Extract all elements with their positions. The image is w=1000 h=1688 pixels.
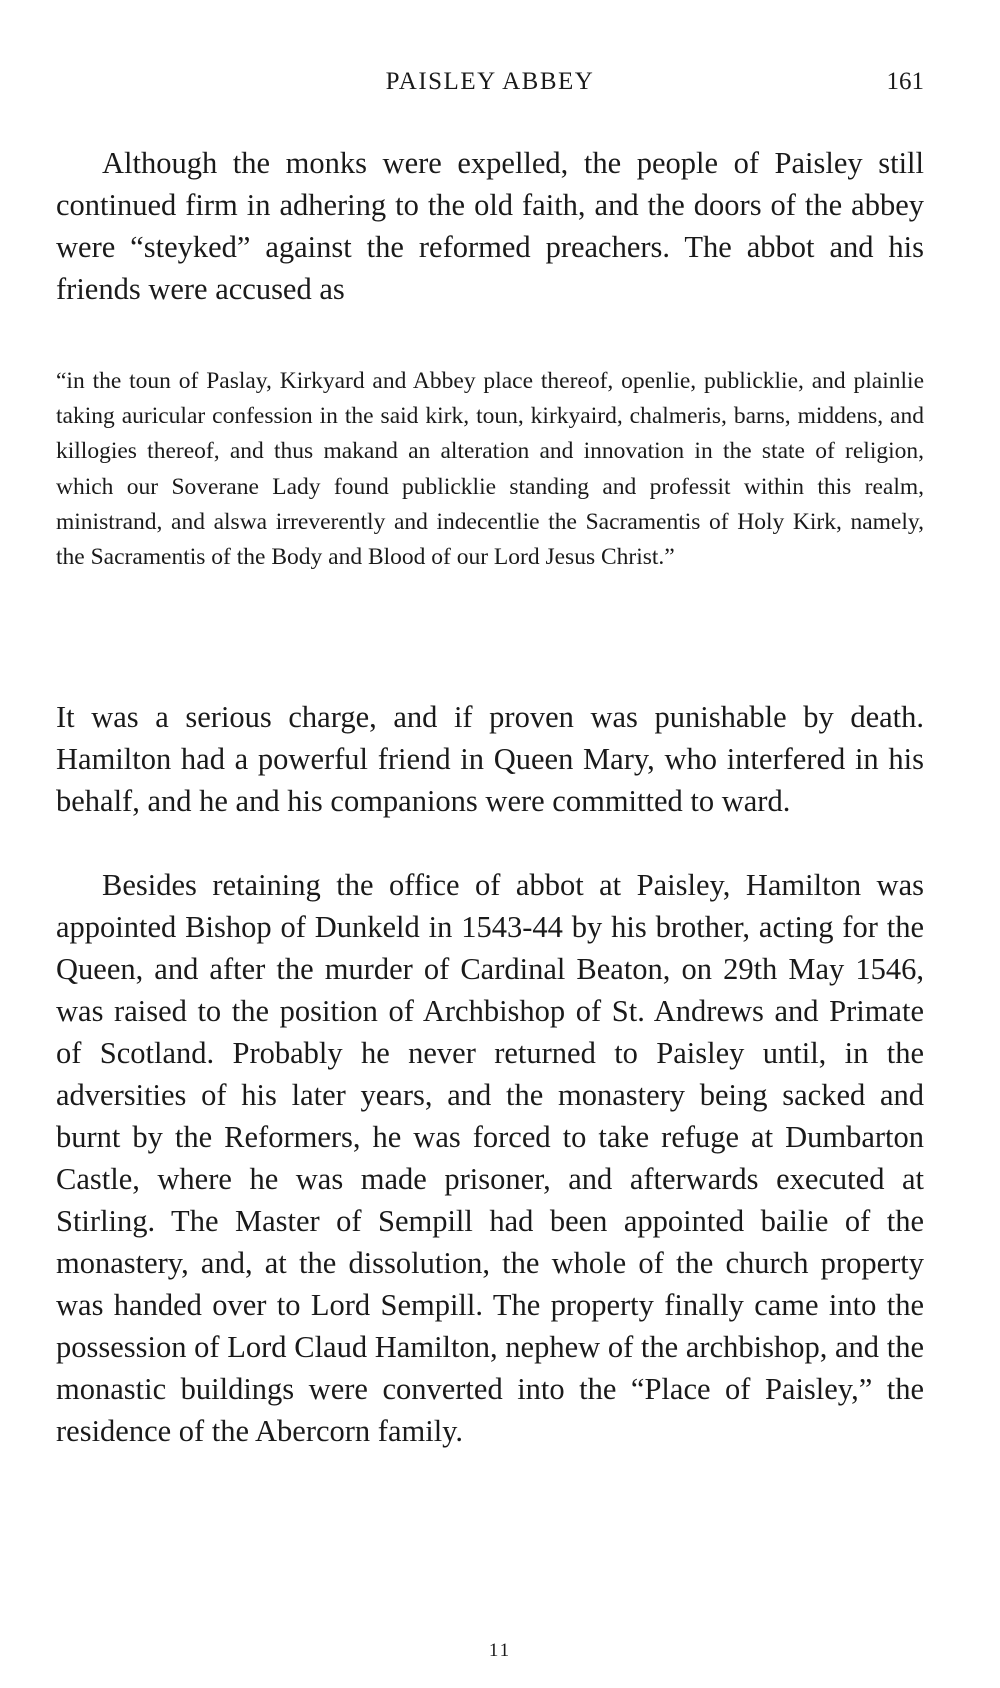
paragraph-3: Besides retaining the office of abbot at Paisley, Hamilton was appointed Bishop of Dunkeld in 1543-44 by his brother, acting for the Queen, and after the murder of Cardinal Beaton, on 29th May 1546, was raised to the position of Archbishop of St. Andrews and Primate of Scotland. Probably he never returned to Paisley until, in the adversities of his later years, and the monastery being sacked and burnt by the Reformers, he was forced to take refuge at Dumbarton Castle, where he was made prisoner, and afterwards executed at Stirling. The Master of Sempill had been appointed bailie of the monastery, and, at the dissolution, the whole of the church property was handed over to Lord Sempill. The property finally came into the possession of Lord Claud Hamilton, nephew of the archbishop, and the monastic buildings were converted into the “Place of Paisley,” the residence of the Abercorn family. bbox=[56, 868, 924, 1448]
paragraph-1: Although the monks were expelled, the people of Paisley still continued firm in adhering to the old faith, and the doors of the abbey were “steyked” against the reformed preachers. The abbot and his friends were accused as bbox=[56, 146, 924, 306]
paragraph-2: It was a serious charge, and if proven was punishable by death. Hamilton had a powerful friend in Queen Mary, who interfered in his behalf, and he and his companions were committed to ward. bbox=[56, 700, 924, 818]
running-head bbox=[56, 68, 924, 108]
block-quotation: “in the toun of Paslay, Kirkyard and Abbey place thereof, openlie, publicklie, and plainlie taking auricular confession in the said kirk, toun, kirkyaird, chalmeris, barns, middens, and killogies thereof, and thus makand an alteration and innovation in the state of religion, which our Soverane Lady found publicklie standing and professit within this realm, ministrand, and alswa irreverently and indecentlie the Sacramentis of Holy Kirk, namely, the Sacramentis of the Body and Blood of our Lord Jesus Christ.” bbox=[56, 368, 924, 571]
page-number: 161 bbox=[886, 68, 924, 95]
signature-mark: 11 bbox=[488, 1640, 512, 1661]
running-title: PAISLEY ABBEY bbox=[385, 68, 595, 95]
